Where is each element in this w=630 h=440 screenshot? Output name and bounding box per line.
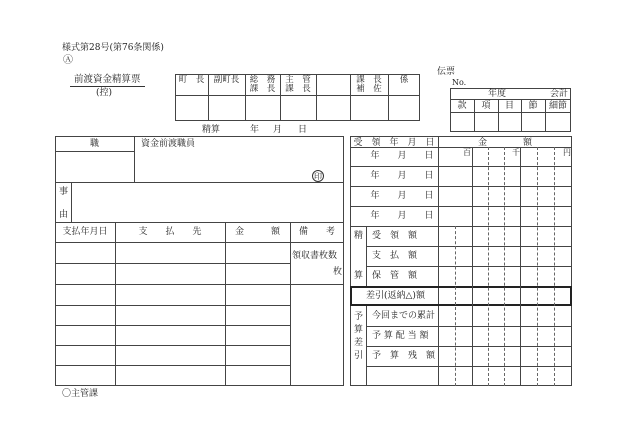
approval-staff: 係 bbox=[399, 75, 409, 85]
purpose-label-2: 由 bbox=[59, 210, 69, 220]
approval-assistant-chief: 課 長 補 佐 bbox=[356, 75, 382, 94]
settlement-side-1: 精 bbox=[354, 231, 364, 241]
col-payment-date: 支払年月日 bbox=[62, 227, 108, 237]
receipt-date-1: 年 月 日 bbox=[370, 151, 434, 161]
budget-side-4: 引 bbox=[354, 351, 364, 361]
settlement-label: 精算 bbox=[202, 125, 221, 135]
mark-a: Ⓐ bbox=[63, 55, 73, 66]
receipt-count-label: 領収書枚数 bbox=[292, 251, 338, 261]
approval-deputy-mayor: 副町長 bbox=[213, 75, 240, 85]
budget-col-setsu: 節 bbox=[528, 101, 538, 111]
retained-amount-label: 保 管 額 bbox=[372, 271, 418, 281]
receipt-date-2: 年 月 日 bbox=[370, 171, 434, 181]
form-number: 様式第28号(第76条関係) bbox=[62, 43, 164, 53]
paid-amount-label: 支 払 額 bbox=[372, 251, 418, 261]
difference-label: 差引(返納△)額 bbox=[366, 291, 425, 301]
settlement-day: 日 bbox=[298, 125, 308, 135]
settlement-year: 年 bbox=[250, 125, 260, 135]
budget-col-moku: 目 bbox=[504, 101, 514, 111]
budget-col-kou: 項 bbox=[481, 101, 491, 111]
received-amount-label: 受 領 額 bbox=[372, 231, 418, 241]
account-label: 会計 bbox=[550, 89, 569, 99]
document-title: 前渡資金精算票 bbox=[70, 75, 145, 87]
seal-label: 印 bbox=[314, 171, 322, 181]
receipt-date-4: 年 月 日 bbox=[370, 211, 434, 221]
approval-mayor: 町 長 bbox=[178, 75, 205, 85]
footer-department: 〇主管課 bbox=[62, 389, 99, 399]
unit-thousand: 千 bbox=[512, 148, 520, 157]
receipt-date-header: 受 領 年 月 日 bbox=[353, 138, 435, 148]
budget-side-1: 予 bbox=[354, 312, 364, 322]
col-payee: 支 払 先 bbox=[138, 227, 202, 237]
settlement-side-2: 算 bbox=[354, 271, 364, 281]
budget-side-2: 算 bbox=[354, 325, 364, 335]
col-amount: 金 額 bbox=[234, 227, 280, 237]
budget-side-3: 差 bbox=[354, 338, 364, 348]
receipt-count-unit: 枚 bbox=[333, 267, 343, 277]
document-subtitle: (控) bbox=[96, 88, 113, 98]
budget-col-saisetsu: 細節 bbox=[548, 101, 567, 111]
unit-hundred-million: 百 bbox=[463, 148, 471, 157]
cumulative-total-label: 今回までの累計 bbox=[372, 311, 436, 321]
amount-header: 金 額 bbox=[477, 138, 532, 148]
unit-yen: 円 bbox=[563, 148, 571, 157]
position-label: 職 bbox=[89, 139, 99, 149]
seal-mark bbox=[312, 170, 324, 182]
budget-allocation-label: 予 算 配 当 額 bbox=[372, 331, 429, 341]
voucher-number: No. bbox=[452, 78, 467, 87]
approval-section-chief: 主 管 課 長 bbox=[285, 75, 311, 94]
purpose-label-1: 事 bbox=[59, 187, 69, 197]
voucher-label: 伝票 bbox=[437, 67, 456, 77]
settlement-detail-table bbox=[55, 136, 344, 386]
staff-label: 資金前渡職員 bbox=[141, 139, 196, 149]
fiscal-year-label: 年度 bbox=[488, 89, 507, 99]
settlement-month: 月 bbox=[273, 125, 283, 135]
budget-remaining-label: 予 算 残 額 bbox=[372, 351, 436, 361]
col-remarks: 備 考 bbox=[298, 227, 335, 237]
approval-general-affairs-chief: 総 務 課 長 bbox=[249, 75, 276, 94]
receipt-date-3: 年 月 日 bbox=[370, 191, 434, 201]
budget-col-kan: 款 bbox=[457, 101, 467, 111]
